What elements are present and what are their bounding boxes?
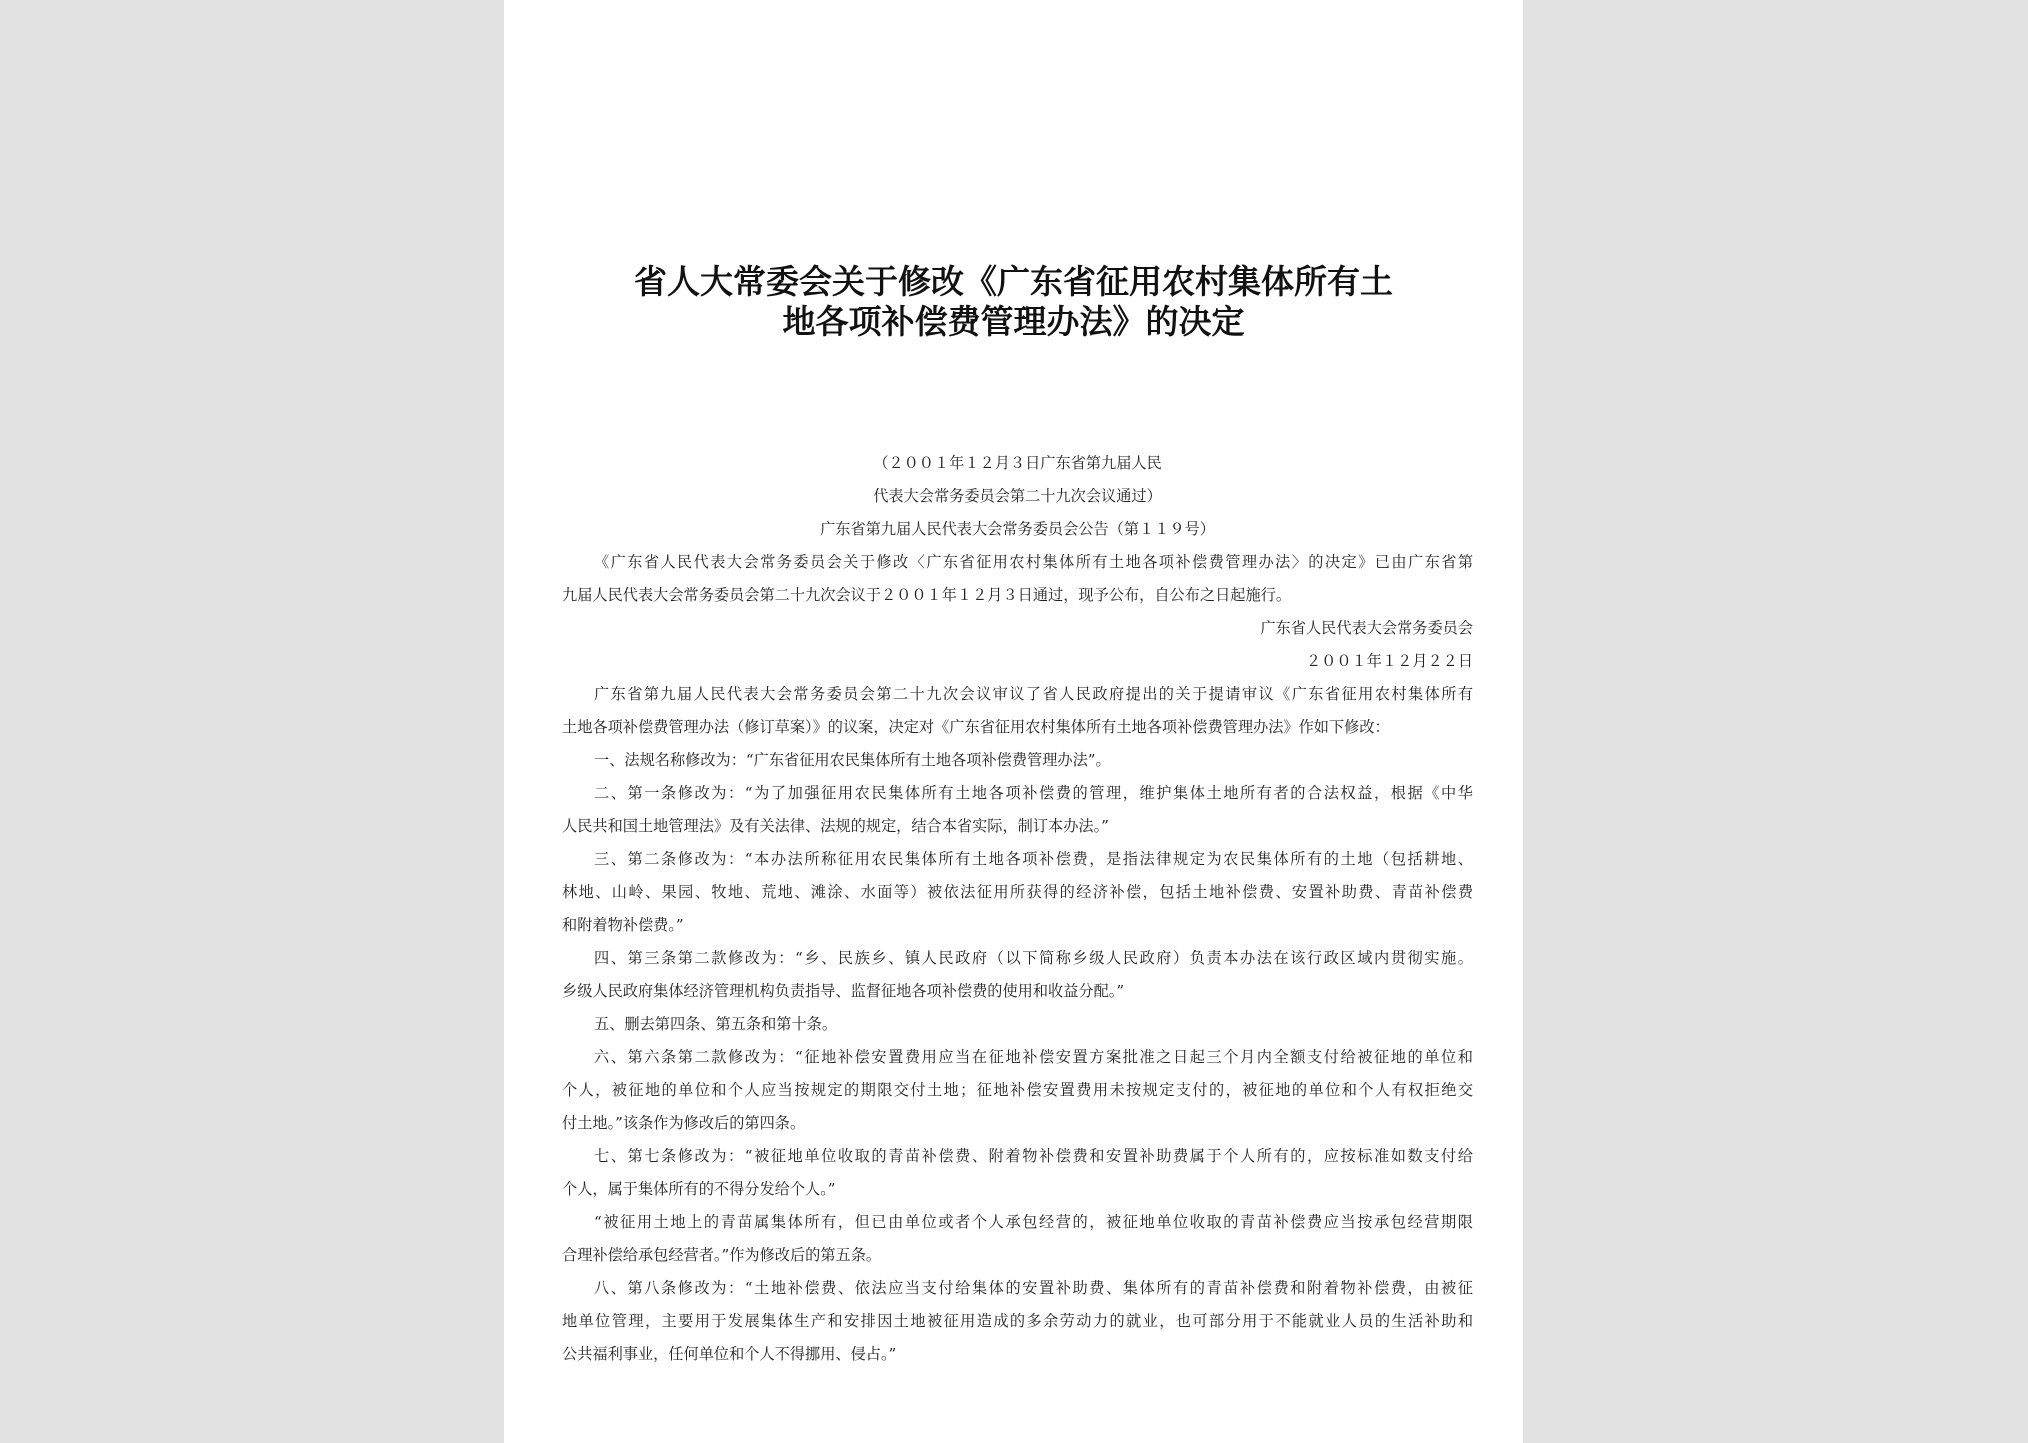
amendment-line: 个人，被征地的单位和个人应当按规定的期限交付土地；征地补偿安置费用未按规定支付的，被征地的单位和个人有权拒绝交 [562, 1081, 1473, 1099]
decision-line: 广东省第九届人民代表大会常务委员会第二十九次会议审议了省人民政府提出的关于提请审议《广东省征用农村集体所有 [594, 685, 1473, 703]
amendment-line: 八、第八条修改为：“土地补偿费、依法应当支付给集体的安置补助费、集体所有的青苗补偿费和附着物补偿费，由被征 [594, 1279, 1473, 1297]
issue-date: ２００１年１２月２２日 [1305, 652, 1473, 670]
amendment-line: 付土地。”该条作为修改后的第四条。 [562, 1114, 806, 1132]
amendment-line: 林地、山岭、果园、牧地、荒地、滩涂、水面等）被依法征用所获得的经济补偿，包括土地补偿费、安置补助费、青苗补偿费 [562, 883, 1473, 901]
document-page [504, 0, 1523, 1443]
amendment-line: 和附着物补偿费。” [562, 916, 684, 934]
amendment-line: 五、删去第四条、第五条和第十条。 [594, 1015, 837, 1033]
announcement-number: 广东省第九届人民代表大会常务委员会公告（第１１９号） [820, 520, 1215, 538]
decision-line: 土地各项补偿费管理办法（修订草案）》的议案，决定对《广东省征用农村集体所有土地各项补偿费管理办法》作如下修改： [562, 718, 1390, 736]
title-line: 地各项补偿费管理办法》的决定 [782, 302, 1245, 341]
amendment-line: 人民共和国土地管理法》及有关法律、法规的规定，结合本省实际，制订本办法。” [562, 817, 1109, 835]
amendment-line: 六、第六条第二款修改为：“征地补偿安置费用应当在征地补偿安置方案批准之日起三个月内全额支付给被征地的单位和 [594, 1048, 1473, 1066]
header-line: （２００１年１２月３日广东省第九届人民 [873, 454, 1162, 472]
amendment-line: 个人，属于集体所有的不得分发给个人。” [562, 1180, 836, 1198]
amendment-line: 二、第一条修改为：“为了加强征用农民集体所有土地各项补偿费的管理，维护集体土地所有者的合法权益，根据《中华 [594, 784, 1473, 802]
issuer: 广东省人民代表大会常务委员会 [1260, 619, 1473, 637]
document-title [564, 262, 1463, 342]
amendment-line: 乡级人民政府集体经济管理机构负责指导、监督征地各项补偿费的使用和收益分配。” [562, 982, 1125, 1000]
amendment-line: 七、第七条修改为：“被征地单位收取的青苗补偿费、附着物补偿费和安置补助费属于个人所有的，应按标准如数支付给 [594, 1147, 1473, 1165]
amendment-line: “被征用土地上的青苗属集体所有，但已由单位或者个人承包经营的，被征地单位收取的青苗补偿费应当按承包经营期限 [594, 1213, 1473, 1231]
announcement-line: 九届人民代表大会常务委员会第二十九次会议于２００１年１２月３日通过，现予公布，自公布之日起施行。 [562, 586, 1291, 604]
title-line: 省人大常委会关于修改《广东省征用农村集体所有土 [634, 262, 1393, 301]
amendment-line: 合理补偿给承包经营者。”作为修改后的第五条。 [562, 1246, 882, 1264]
announcement-line: 《广东省人民代表大会常务委员会关于修改〈广东省征用农村集体所有土地各项补偿费管理办法〉的决定》已由广东省第 [594, 553, 1473, 571]
amendment-line: 四、第三条第二款修改为：“乡、民族乡、镇人民政府（以下简称乡级人民政府）负责本办法在该行政区域内贯彻实施。 [594, 949, 1473, 967]
amendment-line: 三、第二条修改为：“本办法所称征用农民集体所有土地各项补偿费，是指法律规定为农民集体所有的土地（包括耕地、 [594, 850, 1473, 868]
header-line: 代表大会常务委员会第二十九次会议通过） [873, 487, 1162, 505]
amendment-line: 公共福利事业，任何单位和个人不得挪用、侵占。” [562, 1345, 897, 1363]
document-body [562, 447, 1473, 1371]
amendment-line: 地单位管理，主要用于发展集体生产和安排因土地被征用造成的多余劳动力的就业，也可部分用于不能就业人员的生活补助和 [562, 1312, 1473, 1330]
amendment-line: 一、法规名称修改为：“广东省征用农民集体所有土地各项补偿费管理办法”。 [594, 751, 1111, 769]
